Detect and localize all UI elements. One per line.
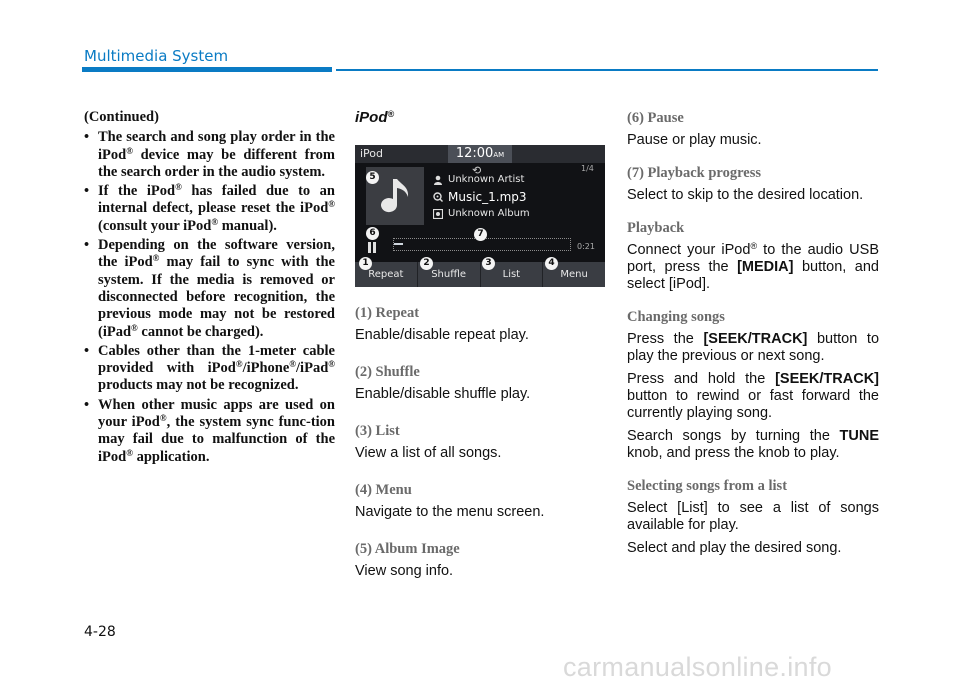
callout-5: 5 <box>366 171 379 184</box>
instructions-column <box>627 110 879 573</box>
callout-7: 7 <box>474 228 487 241</box>
artist-name: Unknown Artist <box>448 174 525 185</box>
person-icon <box>433 175 443 185</box>
note-item: • Cables other than the 1-meter cable provided with iPod®/iPhone®/iPad® products may not be recognized. <box>84 343 335 395</box>
artist-row <box>433 174 524 185</box>
album-name: Unknown Album <box>448 208 530 219</box>
watermark: carmanualsonline.info <box>563 652 832 682</box>
screen-button-bar <box>355 262 605 287</box>
note-item: • The search and song play order in the iPod® device may be different from the search order in the audio system. <box>84 129 335 181</box>
callout-4: 4 <box>545 257 558 270</box>
section-list: (3) List View a list of all songs. <box>355 423 502 461</box>
notes-list <box>84 129 335 466</box>
header-bar-thin <box>336 69 878 71</box>
list-button[interactable]: List <box>481 262 544 287</box>
section-menu: (4) Menu Navigate to the menu screen. <box>355 482 545 520</box>
clock: 12:00AM <box>448 145 512 163</box>
ipod-heading: iPod® <box>355 109 395 126</box>
section-album-image: (5) Album Image View song info. <box>355 541 460 579</box>
note-item: • When other music apps are used on your iPod®, the system sync func-tion may fail due to malfunction of the iPod® application. <box>84 397 335 466</box>
repeat-icon: ⟲ <box>472 164 482 177</box>
track-count: 1/4 <box>581 164 594 173</box>
continued-label: (Continued) <box>84 109 159 125</box>
section-pause: (6) Pause Pause or play music. <box>627 110 762 148</box>
album-icon <box>433 209 443 219</box>
section-playback: Playback Connect your iPod® to the audio USB port, press the [MEDIA] button, and select [iPod]. <box>627 220 879 292</box>
section-playback-progress: (7) Playback progress Select to skip to the desired location. <box>627 165 864 203</box>
song-row <box>433 190 527 204</box>
menu-button[interactable]: Menu <box>543 262 605 287</box>
callout-1: 1 <box>359 257 372 270</box>
source-label: iPod <box>360 147 384 160</box>
album-row <box>433 208 530 219</box>
repeat-button[interactable]: Repeat <box>355 262 418 287</box>
section-shuffle: (2) Shuffle Enable/disable shuffle play. <box>355 364 531 402</box>
song-title: Music_1.mp3 <box>448 190 527 204</box>
control-descriptions <box>355 305 607 580</box>
callout-6: 6 <box>366 227 379 240</box>
callout-3: 3 <box>482 257 495 270</box>
ipod-screen-illustration <box>355 145 605 287</box>
progress-fill <box>394 243 403 245</box>
ipod-column <box>355 109 607 600</box>
section-changing-songs: Changing songs Press the [SEEK/TRACK] button to play the previous or next song. Press and hold the [SEEK/TRACK] button to rewind or fast forward the currently playing song. Search songs by turning the TUNE knob, and press the knob to play. <box>627 309 880 461</box>
section-repeat: (1) Repeat Enable/disable repeat play. <box>355 305 529 343</box>
section-title: Multimedia System <box>84 47 229 65</box>
header-bar-thick <box>82 67 332 72</box>
page-number: 4-28 <box>84 624 116 640</box>
pause-icon[interactable] <box>368 242 376 253</box>
notes-column <box>84 109 335 468</box>
playback-text: Connect your iPod® to the audio USB port, press the [MEDIA] button, and select [iPod]. <box>627 241 879 292</box>
callout-2: 2 <box>420 257 433 270</box>
elapsed-time: 0:21 <box>577 242 595 251</box>
note-item: • If the iPod® has failed due to an internal defect, please reset the iPod® (consult your iPod® manual). <box>84 183 335 235</box>
note-item: • Depending on the software version, the iPod® may fail to sync with the system. If the media is removed or disconnected before recognition, the previous mode may not be restored (iPad® cannot be charged). <box>84 237 335 341</box>
song-icon <box>433 192 443 202</box>
shuffle-button[interactable]: Shuffle <box>418 262 481 287</box>
section-selecting-songs: Selecting songs from a list Select [List] to see a list of songs available for play. Select and play the desired song. <box>627 478 879 556</box>
